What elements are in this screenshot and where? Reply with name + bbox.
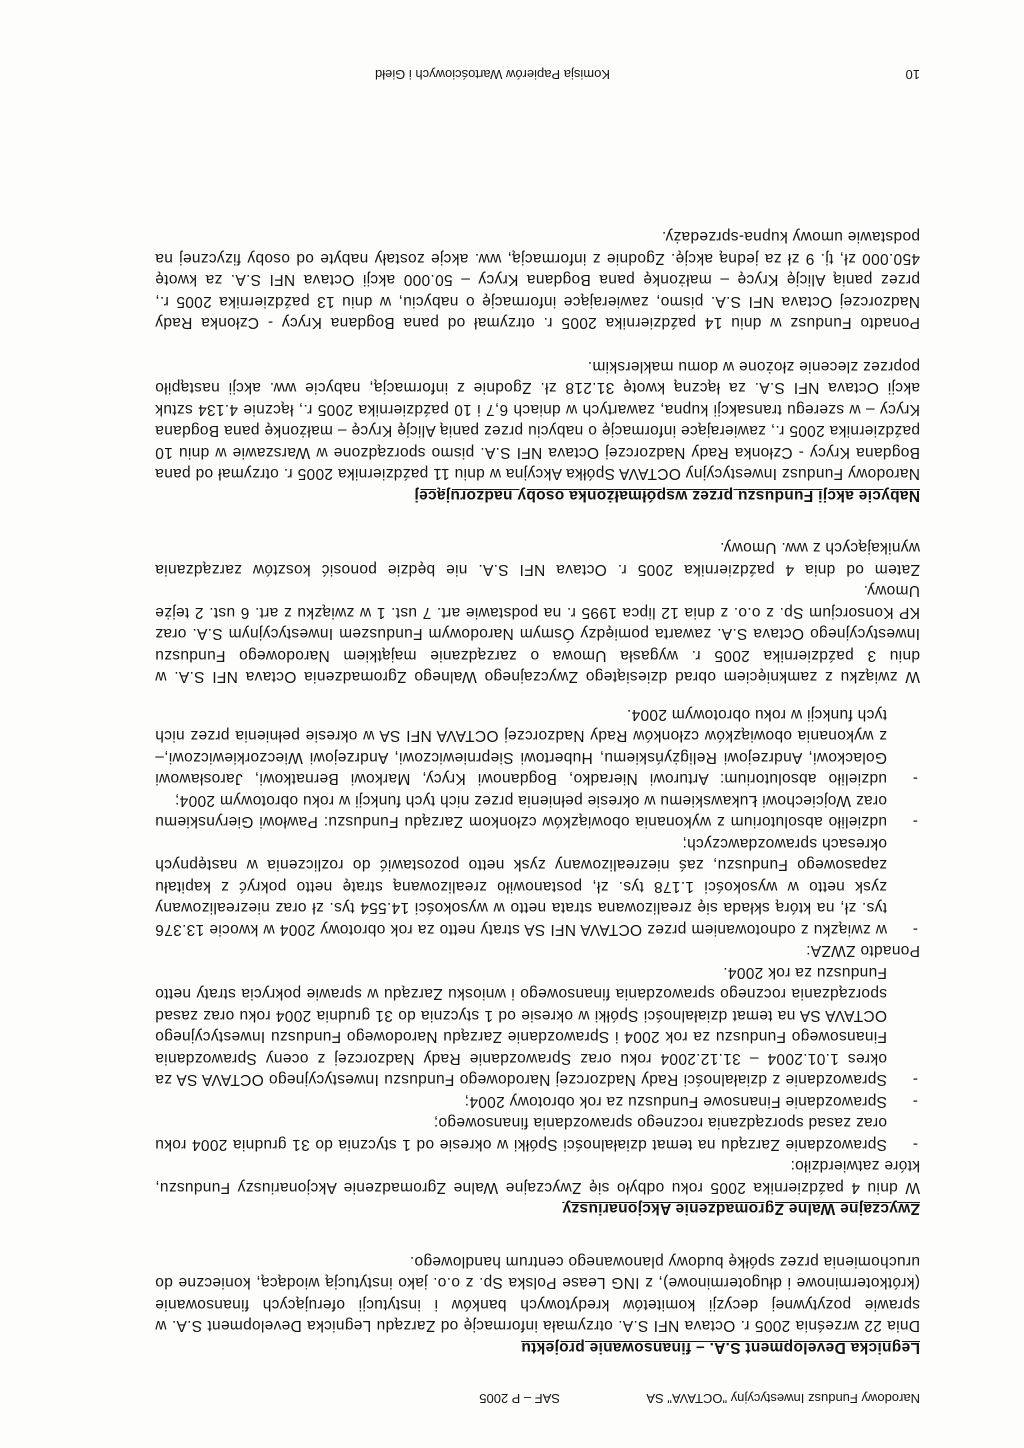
list-item: - udzieliło absolutorium z wykonania obowiązków członkom Zarządu Funduszu: Pawłowi Gierynskiemu oraz Wojciechowi Łukawskiemu w okresie pełnienia przez nich tych funkcji w roku obrotowym 2004; (155, 792, 918, 831)
list-item: - Sprawozdanie Zarządu na temat działalności Spółki w okresie od 1 stycznia do 31 grudnia 2004 roku oraz zasad sporządzania rocznego sprawozdania finansowego; (155, 1114, 918, 1153)
page-number: 10 (905, 67, 920, 82)
zwza-approved-list (155, 962, 920, 1156)
section-title-zwza: Zwyczajne Walne Zgromadzenie Akcjonariuszy (562, 1200, 920, 1218)
document-body (155, 226, 920, 1358)
page-header (155, 1391, 920, 1406)
paragraph-nabycie-1: Narodowy Fundusz Inwestycyjny OCTAVA Spółka Akcyjna w dniu 11 października 2005 r. otrzymał od pana Bogdana Krycy - Członka Rady Nadzorczej Octava NFI S.A. pismo sporządzone w Warszawie w dniu 10 października 2005 r., zawierające informację o nabyciu przez panią Alicję Krycę – małżonkę pana Bogdana Krycy – w szeregu transakcji kupna, zawartych w dniach 6,7 i 10 października 2005 r., łącznie 4.134 sztuk akcji Octava NFI S.A. za łączną kwotę 31.218 zł. Zgodnie z informacją, nabycie ww. akcji nastąpiło poprzez zlecenie złożone w domu maklerskim. (155, 358, 920, 483)
paragraph-zwza-contract: W związku z zamknięciem obrad dziesiątego Zwyczajnego Walnego Zgromadzenia Octava NFI S.A. w dniu 3 października 2005 r. wygasła Umowa o zarządzanie majątkiem Narodowego Funduszu Inwestycyjnego Octava S.A. zawarta pomiędzy Ósmym Narodowym Funduszem Inwestycyjnym S.A. oraz KP Konsorcjum Sp. z o.o. z dnia 12 lipca 1995 r. na podstawie art. 7 ust. 1 w związku z art. 6 ust. 2 tejże Umowy. (155, 582, 920, 686)
paragraph-zwza-intro: W dniu 4 października 2005 roku odbyło się Zwyczajne Walne Zgromadzenie Akcjonariuszy Funduszu, które zatwierdziło: (155, 1157, 920, 1196)
zwza-more-list (155, 704, 920, 941)
paragraph-nabycie-2: Ponadto Fundusz w dniu 14 października 2005 r. otrzymał od pana Bogdana Krycy - Członka Rady Nadzorczej Octava NFI S.A. pismo, zawierające informację o nabyciu, w dniu 13 października 2005 r., przez panią Alicję Krycę – małżonkę pana Bogdana Krycy – 50.000 akcji Octava NFI S.A. za kwotę 450.000 zł, tj. 9 zł za jedną akcję. Zgodnie z informacją, ww. akcje zostały nabyte od osoby fizycznej na podstawie umowy kupna-sprzedaży. (155, 228, 920, 332)
list-item: - Sprawozdanie Finansowe Funduszu za rok obrotowy 2004; (464, 1093, 918, 1110)
page-footer (155, 67, 920, 82)
header-report-code: SAF – P 2005 (479, 1391, 560, 1406)
list-item: - w związku z odnotowaniem przez OCTAVA NFI SA straty netto za rok obrotowy 2004 w kwocie 13.376 tys. zł, na którą składa się zrealizowana strata netto w wysokości 14.554 tys. zł oraz niezrealizowany zysk netto w wysokości 1.178 tys. zł, postanowiło zrealizowaną stratę netto pokryć z kapitału zapasowego Funduszu, zaś niezrealizowany zysk netto pozostawić do rozliczenia w następnych okresach sprawozdawczych; (155, 835, 918, 938)
section-title-nabycie: Nabycie akcji Funduszu przez współmałżonka osoby nadzorującej (414, 487, 920, 504)
header-fund-name: Narodowy Fundusz Inwestycyjny "OCTAVA" SA (646, 1391, 920, 1406)
footer-institution: Komisja Papierów Wartościowych i Giełd (374, 67, 610, 82)
list-item: - udzieliło absolutorium: Arturowi Nieradko, Bogdanowi Krycy, Markowi Bernatkowi, Jarosławowi Golackowi, Andrzejowi Religżyńskiemu, Hubertowi Sieprniewiczowi, Andrzejowi Wieczorkiewiczowi,– z wykonania obowiązków członków Rady Nadzorczej OCTAVA NFI SA w okresie pełnienia przez nich tych funkcji w roku obrotowym 2004. (155, 706, 918, 788)
paragraph-legnicka: Dnia 22 września 2005 r. Octava NFI S.A. otrzymała informację od Zarządu Legnicka Development S.A. w sprawie pozytywnej decyzji komitetów kredytowych banków i instytucji oferujących finansowanie (krótkoterminowe i długoterminowe), z ING Lease Polska Sp. z o.o. jako instytucją wiodącą, konieczne do uruchomienia przez spółkę budowy planowanego centrum handlowego. (155, 1253, 920, 1335)
paragraph-zwza-costs: Zatem od dnia 4 października 2005 r. Octava NFI S.A. nie będzie ponosić kosztów zarządzania wynikających z ww. Umowy. (155, 539, 920, 578)
section-title-legnicka: Legnicka Development S.A. – finansowanie projektu (521, 1339, 920, 1356)
zwza-more-label: Ponadto ZWZA: (805, 942, 920, 960)
list-item: - Sprawozdanie z działalności Rady Nadzorczej Narodowego Funduszu Inwestycyjnego OCTAVA SA za okres 1.01.2004 – 31.12.2004 roku oraz Sprawozdanie Rady Nadzorczej z oceny Sprawozdania Finansowego Funduszu za rok 2004 i Sprawozdanie Zarządu Narodowego Funduszu Inwestycyjnego OCTAVA SA na temat działalności Spółki w okresie od 1 stycznia do 31 grudnia 2004 roku oraz zasad sporządzania rocznego sprawozdania finansowego i wniosku Zarządu w sprawie pokrycia straty netto Funduszu za rok 2004. (155, 964, 918, 1089)
